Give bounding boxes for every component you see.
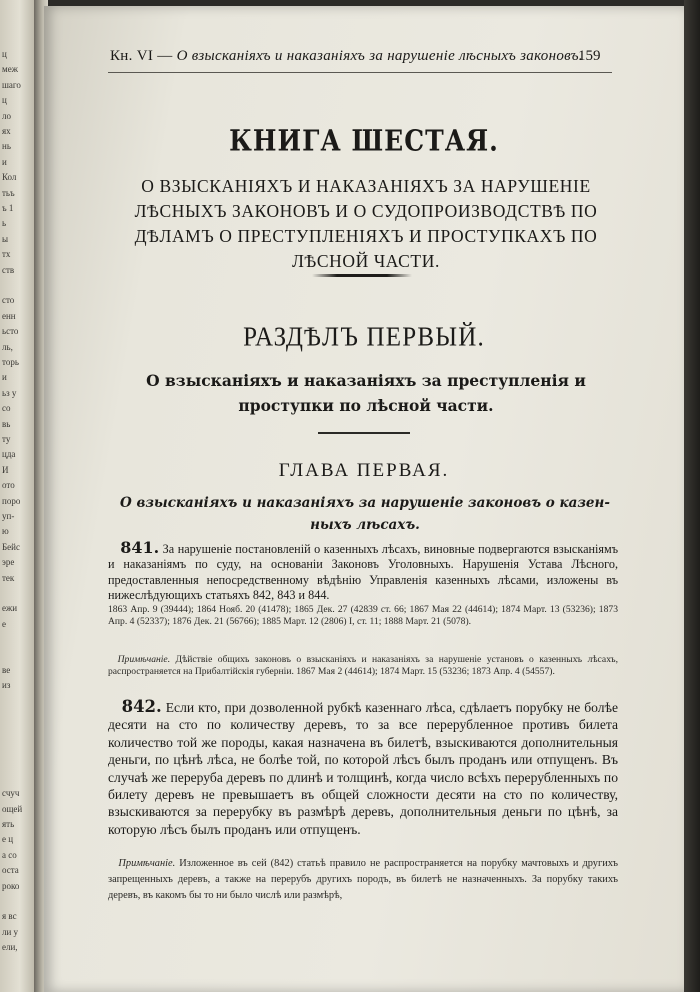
left-page-fragment: тх xyxy=(2,249,11,260)
left-page-fragment: ль, xyxy=(2,341,13,352)
article-number: 842. xyxy=(121,697,162,716)
left-page-fragment: ях xyxy=(2,126,11,136)
left-page-fragment: ве xyxy=(2,665,11,675)
left-page-fragment: ьсто xyxy=(2,326,19,337)
page-number: 159 xyxy=(578,48,601,64)
left-page-fragment: и xyxy=(2,156,7,167)
left-page-fragment: ото xyxy=(2,480,15,491)
note-text: Изложенное въ сей (842) статьѣ правило не распространяется на порубку мачтовыхъ и другихъ запрещенныхъ деревъ, а также на перерубъ другихъ породъ, въ билетѣ не назначенныхъ. За порубку такихъ деревъ, въ какомъ бы то ни было числѣ или размѣрѣ, xyxy=(108,858,618,901)
left-page-fragment: Кол xyxy=(2,172,17,183)
left-page-fragment: оста xyxy=(2,865,19,876)
section-rule xyxy=(318,432,410,434)
left-page-fragment: И xyxy=(2,464,9,475)
article-text: Если кто, при дозволенной рубкѣ казеннаго лѣса, сдѣлаетъ порубку не болѣе десяти на сто по количеству деревъ, то за все перерубленное противъ билета количество той же породы, какая назначена въ билетѣ, взыскиваются дополнительныя деньги, по цѣнѣ лѣса, не болѣе той, по которой лѣсъ былъ проданъ или отпущенъ. Въ случаѣ же переруба деревъ по длинѣ и толщинѣ, когда число всѣхъ перерубленныхъ по билету деревъ не превышаетъ въ общей сложности десяти на сто по количеству, взыскиваются за перерубку въ размѣрѣ деревъ, дополнительныя деньги по цѣнѣ, за которую лѣсъ былъ проданъ или отпущенъ. xyxy=(108,700,618,837)
left-page-fragment: а со xyxy=(2,849,17,860)
chapter-title: ГЛАВА ПЕРВАЯ. xyxy=(278,460,450,481)
running-title: О взысканіяхъ и наказаніяхъ за нарушеніе лѣсныхъ законовъ. xyxy=(176,48,583,64)
header-dash: — xyxy=(153,48,173,64)
left-page-fragment: и xyxy=(2,372,7,383)
book-reference: Кн. VI xyxy=(110,48,154,64)
left-page-fragment: енн xyxy=(2,310,16,321)
chapter-subtitle: О взысканіяхъ и наказаніяхъ за нарушеніе законовъ о казенныхъ лѣсахъ. xyxy=(120,495,610,533)
article-842-note xyxy=(108,856,618,904)
book-title: КНИГА ШЕСТАЯ. xyxy=(229,123,499,158)
left-page-fragment: торь xyxy=(2,357,19,367)
left-page-fragment: ъ 1 xyxy=(2,203,14,213)
left-page-fragment: ц xyxy=(2,95,7,106)
left-page-fragment: поро xyxy=(2,495,21,506)
left-page-fragment: тьъ xyxy=(2,187,15,198)
left-page-fragment: ели, xyxy=(2,942,18,953)
left-page-fragment: ю xyxy=(2,526,9,537)
left-page-fragment: ять xyxy=(2,819,15,829)
left-page-fragment: ь xyxy=(2,218,7,229)
previous-page-edge xyxy=(0,0,36,992)
left-page-fragment: эре xyxy=(2,557,15,568)
section-subtitle: О взысканіяхъ и наказаніяхъ за преступленія и проступки по лѣсной части. xyxy=(146,371,586,415)
article-841-sources: 1863 Апр. 9 (39444); 1864 Нояб. 20 (41478); 1865 Дек. 27 (42839 ст. 66; 1867 Мая 22 (44614); 1874 Март. 13 (53236); 1873 Апр. 4 (52337); 1876 Дек. 21 (56766); 1885 Март. 12 (2806) I, ст. 11; 1888 Март. 21 (5078). xyxy=(108,604,618,627)
running-header xyxy=(110,48,600,65)
left-page-fragment: ежи xyxy=(2,603,18,614)
left-page-fragment: со xyxy=(2,403,11,414)
left-page-fragment: ц xyxy=(2,49,7,59)
note-label: Примѣчаніе. xyxy=(118,858,176,869)
left-page-fragment: сто xyxy=(2,295,15,306)
note-text: Дѣйствіе общихъ законовъ о взысканіяхъ и наказаніяхъ за нарушеніе установъ о казенныхъ лѣсахъ, распространяется на Прибалтійскія губерніи. 1867 Мая 2 (44614); 1874 Март. 15 (53236; 1873 Апр. 4 (54557). xyxy=(108,654,618,677)
left-page-fragment: е xyxy=(2,618,6,629)
left-page-fragment: ту xyxy=(2,434,11,444)
left-page-fragment: ы xyxy=(2,233,9,244)
article-text: За нарушеніе постановленій о казенныхъ лѣсахъ, виновные подвергаются взысканіямъ и наказаніямъ по суду, на основаніи Законовъ Уголовныхъ. Нарушенія Устава Лѣсного, предоставленныя непосредственному вѣдѣнію Управленія казенныхъ лѣсами, изложены въ нижеслѣдующихъ статьяхъ 842, 843 и 844. xyxy=(108,542,619,602)
left-page-fragment: цда xyxy=(2,449,16,460)
left-page-fragment: тек xyxy=(2,572,15,583)
left-page-fragment: Бейс xyxy=(2,541,20,552)
book-page xyxy=(44,6,684,992)
page-edge-shadow xyxy=(684,0,700,992)
left-page-fragment: счуч xyxy=(2,788,20,799)
left-page-fragment: я вс xyxy=(2,911,17,922)
left-page-fragment: роко xyxy=(2,880,20,891)
left-page-fragment: шаго xyxy=(2,79,21,90)
left-page-fragment: уп- xyxy=(2,511,15,521)
note-label: Примѣчаніе. xyxy=(117,654,171,665)
left-page-fragment: меж xyxy=(2,64,18,75)
left-page-fragment: ли у xyxy=(2,926,19,937)
book-subtitle: О ВЗЫСКАНІЯХЪ И НАКАЗАНІЯХЪ ЗА НАРУШЕНІЕ ЛѢСНЫХЪ ЗАКОНОВЪ И О СУДОПРОИЗВОДСТВѢ ПО ДѢЛАМЪ О ПРЕСТУПЛЕНІЯХЪ И ПРОСТУПКАХЪ ПО ЛѢСНОЙ ЧАСТИ. xyxy=(134,176,598,271)
left-page-fragment: ств xyxy=(2,264,15,275)
article-number: 841. xyxy=(120,538,160,557)
left-page-fragment: е ц xyxy=(2,834,14,845)
left-page-fragment: нь xyxy=(2,141,11,152)
article-841-note xyxy=(108,654,618,678)
article-842 xyxy=(108,698,618,838)
left-page-fragment: вь xyxy=(2,418,11,429)
left-page-fragment: ощей xyxy=(2,803,23,814)
left-page-fragment: из xyxy=(2,680,11,691)
header-rule xyxy=(108,72,612,73)
article-841 xyxy=(108,540,618,603)
section-title: РАЗДѢЛЪ ПЕРВЫЙ. xyxy=(243,322,485,353)
left-page-fragment: ло xyxy=(2,110,11,121)
ornament-rule xyxy=(312,274,412,277)
left-page-fragment: ьз у xyxy=(2,387,17,398)
